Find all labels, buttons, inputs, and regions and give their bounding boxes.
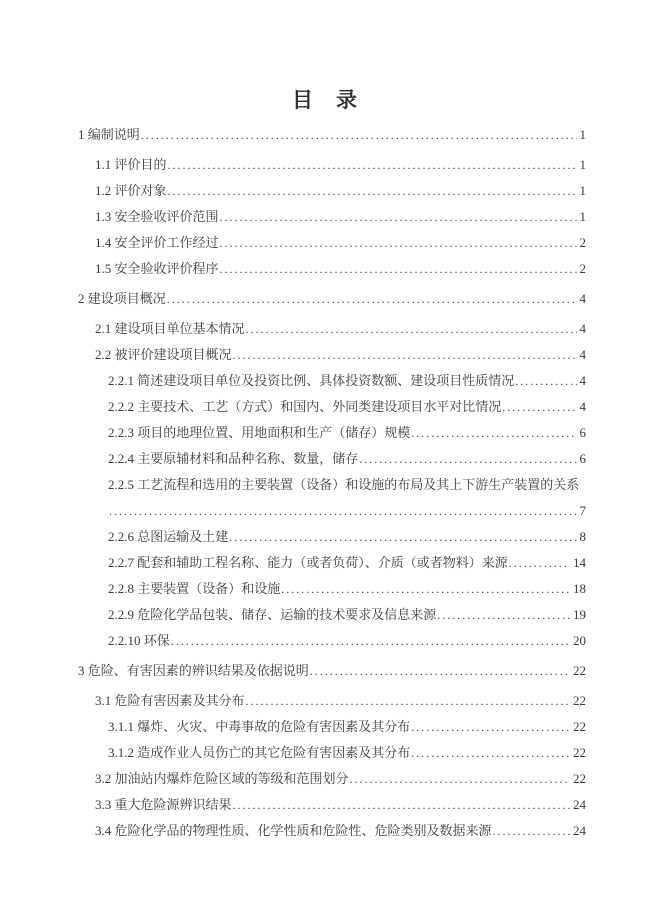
- toc-entry-text: 3.1 危险有害因素及其分布: [95, 693, 245, 708]
- dot-leader: [350, 766, 570, 792]
- toc-page-number: 2: [579, 235, 586, 250]
- toc-entry[interactable]: [78, 420, 586, 446]
- toc-entry[interactable]: [78, 368, 586, 394]
- toc-entry[interactable]: [78, 524, 586, 550]
- toc-entry[interactable]: [78, 498, 586, 524]
- toc-entry[interactable]: [78, 286, 586, 312]
- toc-page-number: 6: [579, 425, 586, 440]
- dot-leader: [411, 714, 570, 740]
- toc-entry[interactable]: [78, 152, 586, 178]
- dot-leader: [220, 230, 577, 256]
- toc-entry-text: 2.2.7 配套和辅助工程名称、能力（或者负荷）、介质（或者物料）来源: [108, 555, 508, 570]
- toc-entry[interactable]: [78, 204, 586, 230]
- toc-page-number: 1: [579, 183, 586, 198]
- toc-entry[interactable]: [78, 256, 586, 282]
- toc-page-number: 22: [573, 719, 586, 734]
- toc-entry[interactable]: [78, 714, 586, 740]
- toc-entry[interactable]: [78, 342, 586, 368]
- toc-page-number: 1: [579, 127, 586, 142]
- dot-leader: [359, 446, 576, 472]
- toc-entry[interactable]: [78, 766, 586, 792]
- toc-page-number: 4: [579, 347, 586, 362]
- toc-entry-text: 2 建设项目概况: [78, 291, 166, 306]
- toc-entry-text: 2.1 建设项目单位基本情况: [95, 321, 245, 336]
- toc-entry[interactable]: [78, 122, 586, 148]
- dot-leader: [141, 122, 577, 148]
- toc-entry[interactable]: [78, 316, 586, 342]
- toc-entry[interactable]: [78, 394, 586, 420]
- dot-leader: [310, 658, 570, 684]
- toc-page-number: 14: [573, 555, 586, 570]
- toc-entry-text: 3.3 重大危险源辨识结果: [95, 797, 232, 812]
- toc-entry-text: 1.5 安全验收评价程序: [95, 261, 219, 276]
- toc-entry[interactable]: [78, 576, 586, 602]
- dot-leader: [509, 550, 570, 576]
- toc-entry-text: 2.2.9 危险化学品包装、储存、运输的技术要求及信息来源: [108, 607, 437, 622]
- toc-page-number: 2: [579, 261, 586, 276]
- toc-entry[interactable]: [78, 818, 586, 844]
- dot-leader: [168, 152, 577, 178]
- toc-entry-text: 1.4 安全评价工作经过: [95, 235, 219, 250]
- toc-entry-text: 1 编制说明: [78, 127, 140, 142]
- toc-page-number: 22: [573, 771, 586, 786]
- toc-entry[interactable]: [78, 178, 586, 204]
- toc-page-number: 1: [579, 209, 586, 224]
- toc-page-number: 6: [579, 451, 586, 466]
- toc-entry-text: 2.2 被评价建设项目概况: [95, 347, 232, 362]
- dot-leader: [168, 178, 577, 204]
- toc-entry-text: 2.2.4 主要原辅材料和品种名称、数量，储存: [108, 451, 359, 466]
- dot-leader: [515, 368, 576, 394]
- toc-page-number: 4: [579, 373, 586, 388]
- toc-entry[interactable]: [78, 658, 586, 684]
- dot-leader: [281, 576, 570, 602]
- dot-leader: [411, 740, 570, 766]
- toc-entry-text: 2.2.8 主要装置（设备）和设施: [108, 581, 281, 596]
- toc-page-number: 24: [573, 797, 586, 812]
- toc-page-number: 7: [579, 503, 586, 518]
- dot-leader: [246, 688, 570, 714]
- toc-entry[interactable]: [78, 550, 586, 576]
- toc-entry[interactable]: [78, 230, 586, 256]
- toc-entry[interactable]: [78, 602, 586, 628]
- toc-entry[interactable]: [78, 688, 586, 714]
- toc-entry-text: 2.2.3 项目的地理位置、用地面积和生产（储存）规模: [108, 425, 411, 440]
- dot-leader: [246, 316, 577, 342]
- toc-entry[interactable]: [78, 740, 586, 766]
- toc-page-number: 19: [573, 607, 586, 622]
- dot-leader: [167, 286, 577, 312]
- dot-leader: [411, 420, 576, 446]
- toc-page-number: 18: [573, 581, 586, 596]
- toc-page-number: 4: [579, 291, 586, 306]
- toc-page-number: 8: [579, 529, 586, 544]
- toc-page-number: 24: [573, 823, 586, 838]
- toc-entry-text: 3.4 危险化学品的物理性质、化学性质和危险性、危险类别及数据来源: [95, 823, 492, 838]
- dot-leader: [437, 602, 570, 628]
- toc-title: 目 录: [292, 88, 358, 112]
- dot-leader: [233, 342, 577, 368]
- toc-page-number: 22: [573, 693, 586, 708]
- toc-entry[interactable]: [78, 792, 586, 818]
- toc-page-number: 4: [579, 321, 586, 336]
- toc-entry-text: 3 危险、有害因素的辨识结果及依据说明: [78, 663, 309, 678]
- toc-entry-text: 3.2 加油站内爆炸危险区域的等级和范围划分: [95, 771, 349, 786]
- toc-entry[interactable]: [78, 446, 586, 472]
- dot-leader: [493, 818, 570, 844]
- dot-leader: [220, 204, 577, 230]
- toc-page-number: 4: [579, 399, 586, 414]
- toc-entry-text: 3.1.2 造成作业人员伤亡的其它危险有害因素及其分布: [108, 745, 411, 760]
- toc-list: [78, 118, 586, 844]
- toc-entry[interactable]: [78, 628, 586, 654]
- dot-leader: [229, 524, 576, 550]
- dot-leader: [502, 394, 576, 420]
- dot-leader: [220, 256, 577, 282]
- dot-leader: [233, 792, 570, 818]
- toc-entry-text: 1.3 安全验收评价范围: [95, 209, 219, 224]
- dot-leader: [109, 498, 577, 524]
- toc-entry-text: 1.1 评价目的: [95, 157, 167, 172]
- toc-entry-text: 2.2.2 主要技术、工艺（方式）和国内、外同类建设项目水平对比情况: [108, 399, 502, 414]
- toc-entry[interactable]: [78, 472, 586, 498]
- toc-entry-text: 3.1.1 爆炸、火灾、中毒事故的危险有害因素及其分布: [108, 719, 411, 734]
- toc-page-number: 20: [573, 633, 586, 648]
- toc-entry-text: 2.2.6 总图运输及土建: [108, 529, 229, 544]
- toc-entry-text: 2.2.10 环保: [108, 633, 170, 648]
- toc-entry-text: 2.2.5 工艺流程和选用的主要装置（设备）和设施的布局及其上下游生产装置的关系: [108, 477, 580, 492]
- toc-page-number: 22: [573, 663, 586, 678]
- toc-page-number: 22: [573, 745, 586, 760]
- toc-entry-text: 1.2 评价对象: [95, 183, 167, 198]
- toc-entry-text: 2.2.1 简述建设项目单位及投资比例、具体投资数额、建设项目性质情况: [108, 373, 515, 388]
- dot-leader: [171, 628, 570, 654]
- toc-page-number: 1: [579, 157, 586, 172]
